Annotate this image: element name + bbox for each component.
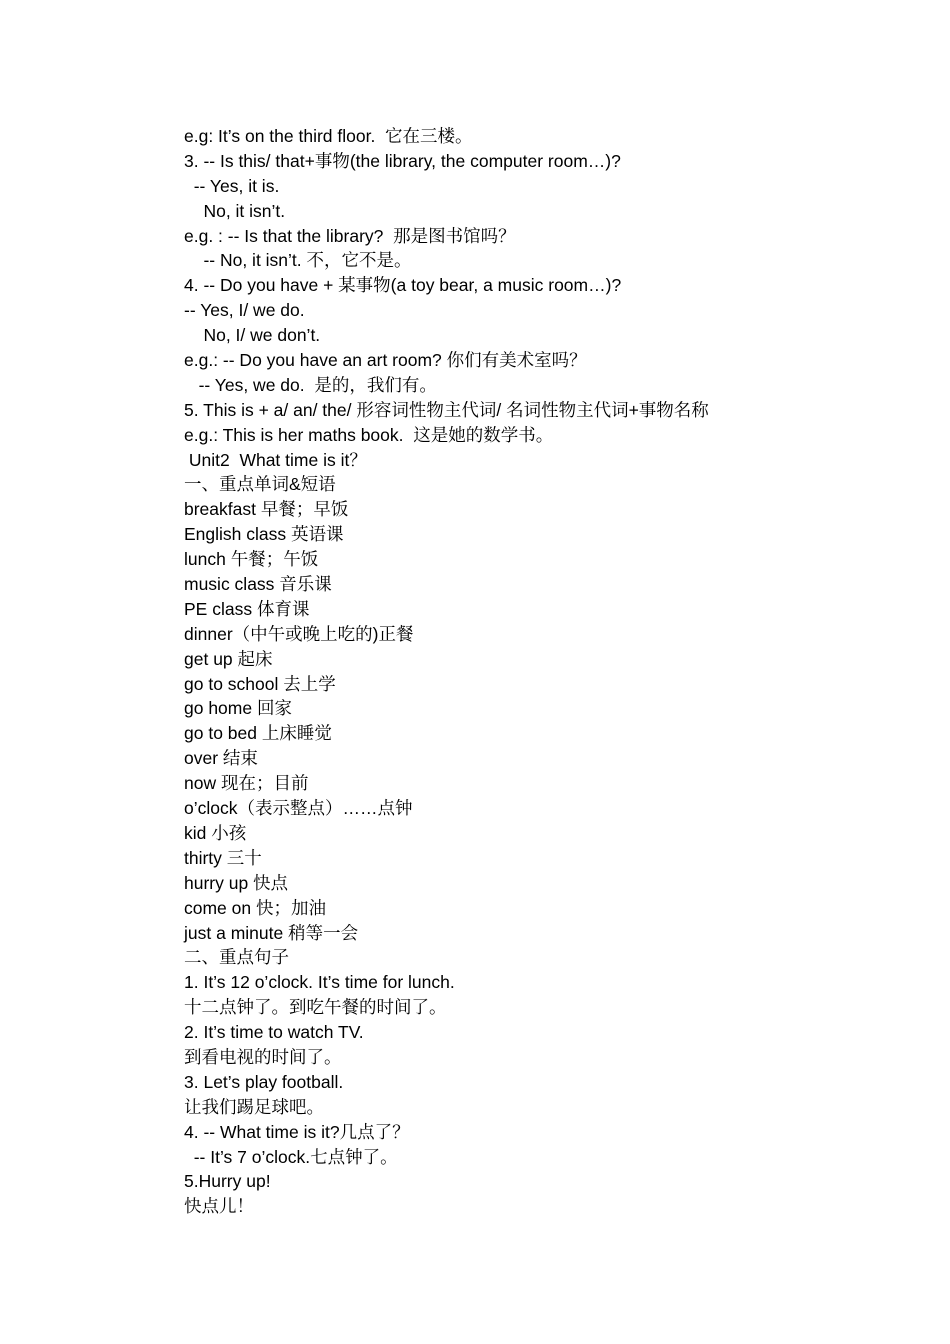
vocab-item: just a minute 稍等一会	[184, 922, 359, 943]
text-line: No, it isn’t.	[184, 200, 286, 221]
vocab-item: PE class 体育课	[184, 598, 310, 619]
sentence-item: -- It’s 7 o’clock.七点钟了。	[184, 1146, 398, 1167]
vocab-item: go home 回家	[184, 698, 292, 719]
sentence-translation: 到看电视的时间了。	[184, 1046, 342, 1067]
vocab-item: kid 小孩	[184, 822, 247, 843]
text-line: -- Yes, we do. 是的，我们有。	[184, 374, 437, 395]
sentence-item: 3. Let’s play football.	[184, 1071, 344, 1092]
sentence-translation: 十二点钟了。到吃午餐的时间了。	[184, 997, 447, 1018]
vocab-item: breakfast 早餐；早饭	[184, 499, 349, 520]
vocab-item: now 现在；目前	[184, 773, 309, 794]
text-line: 4. -- Do you have + 某事物(a toy bear, a music room…)?	[184, 275, 622, 296]
vocab-item: o’clock（表示整点）……点钟	[184, 798, 413, 819]
text-line: 5. This is + a/ an/ the/ 形容词性物主代词/ 名词性物主代词+事物名称	[184, 399, 709, 420]
text-line: -- No, it isn’t. 不，它不是。	[184, 250, 412, 271]
document-body	[184, 124, 884, 1219]
text-line: e.g.: -- Do you have an art room? 你们有美术室吗？	[184, 350, 587, 371]
sentence-translation: 让我们踢足球吧。	[184, 1096, 324, 1117]
text-line: -- Yes, I/ we do.	[184, 300, 305, 321]
text-line: No, I/ we don’t.	[184, 325, 321, 346]
sentence-item: 5.Hurry up!	[184, 1171, 271, 1192]
vocab-item: over 结束	[184, 748, 258, 769]
vocab-item: lunch 午餐；午饭	[184, 549, 319, 570]
vocab-item: hurry up 快点	[184, 872, 289, 893]
section-heading: 二、重点句子	[184, 947, 289, 968]
text-line: e.g. : -- Is that the library? 那是图书馆吗？	[184, 225, 516, 246]
section-heading: 一、重点单词&短语	[184, 474, 336, 495]
sentence-item: 1. It’s 12 o’clock. It’s time for lunch.	[184, 972, 455, 993]
vocab-item: go to bed 上床睡觉	[184, 723, 332, 744]
text-line: -- Yes, it is.	[184, 175, 280, 196]
sentence-item: 4. -- What time is it?几点了？	[184, 1121, 410, 1142]
vocab-item: go to school 去上学	[184, 673, 336, 694]
vocab-item: dinner（中午或晚上吃的)正餐	[184, 623, 414, 644]
vocab-item: music class 音乐课	[184, 574, 332, 595]
sentence-translation: 快点儿！	[184, 1196, 254, 1217]
vocab-item: come on 快；加油	[184, 897, 326, 918]
vocab-item: thirty 三十	[184, 847, 262, 868]
vocab-item: get up 起床	[184, 648, 273, 669]
vocab-item: English class 英语课	[184, 524, 344, 545]
text-line: 3. -- Is this/ that+事物(the library, the computer room…)?	[184, 150, 621, 171]
text-line: e.g: It’s on the third floor. 它在三楼。	[184, 126, 473, 146]
sentence-item: 2. It’s time to watch TV.	[184, 1022, 364, 1043]
unit-heading: Unit2 What time is it？	[184, 449, 367, 470]
text-line: e.g.: This is her maths book. 这是她的数学书。	[184, 424, 554, 445]
